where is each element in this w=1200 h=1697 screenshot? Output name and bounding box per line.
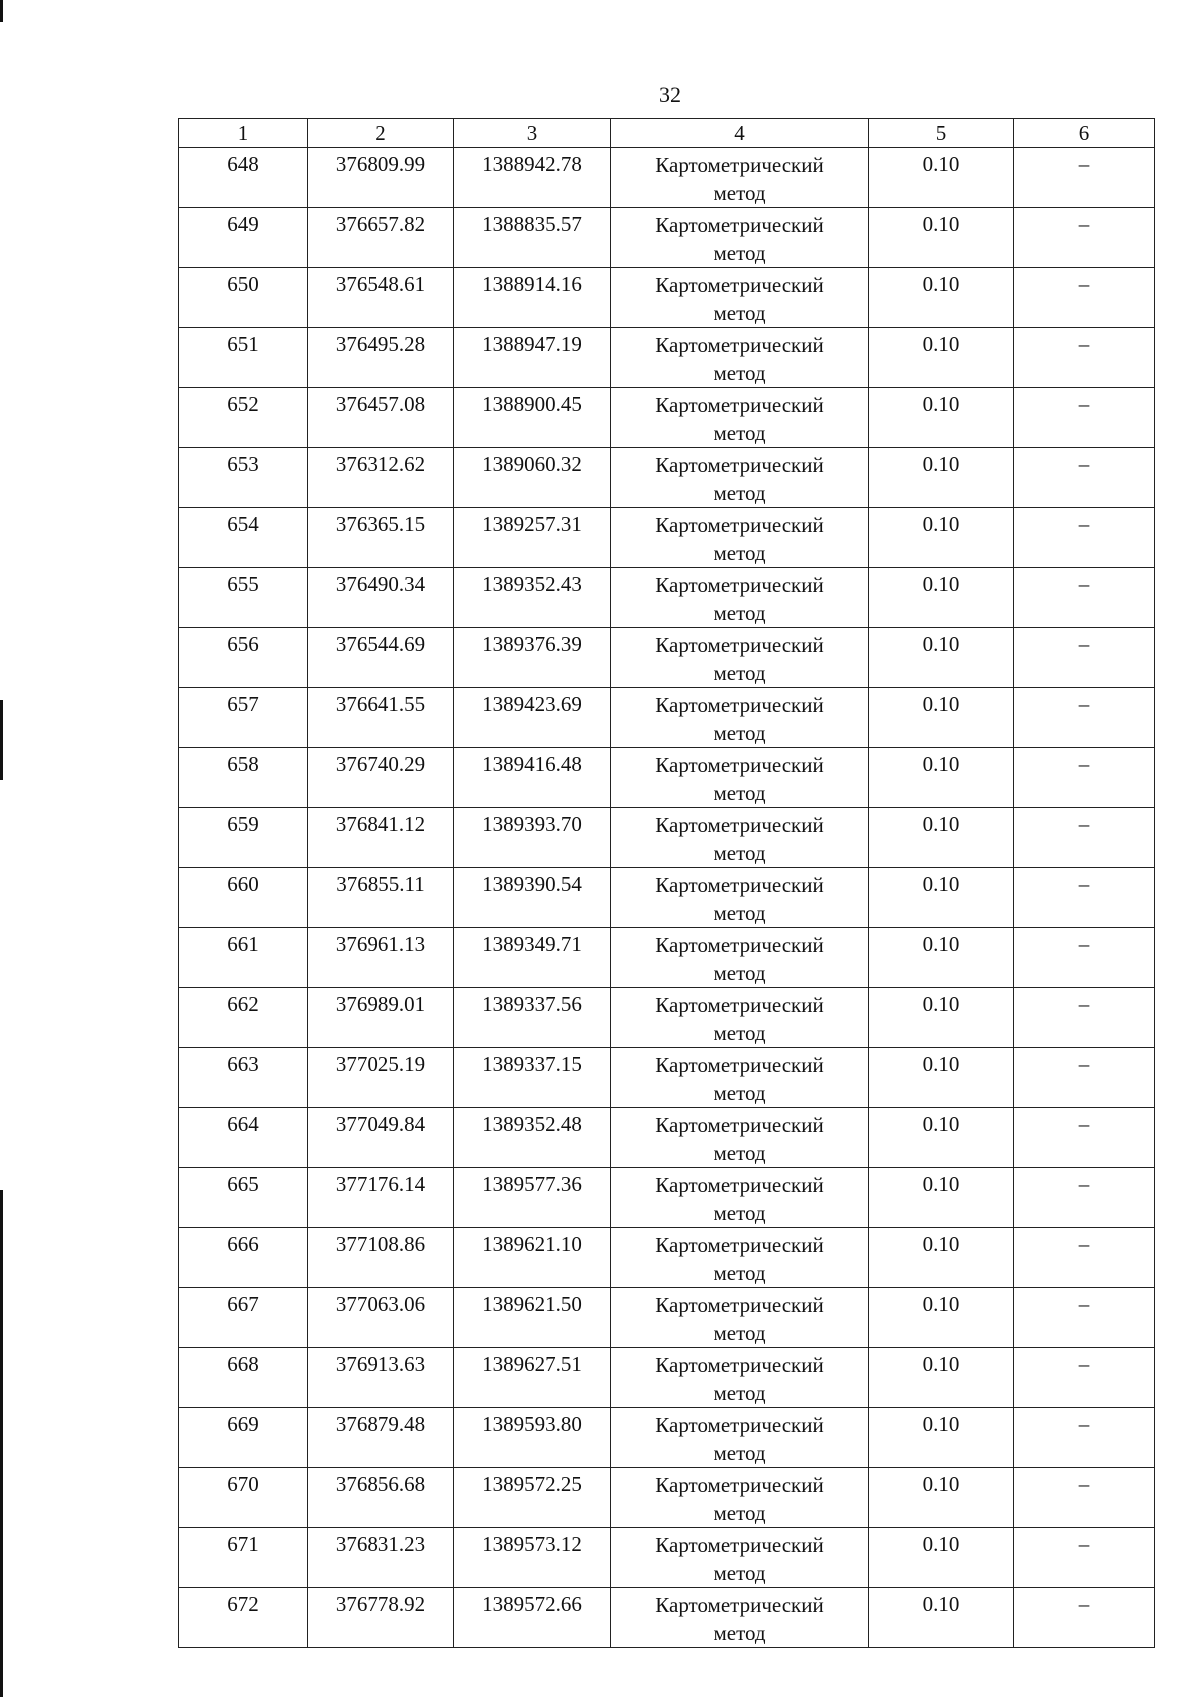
table-row [179,1168,1155,1228]
method-line-1: Картометрический [655,1533,824,1557]
point-number-cell: 671 [179,1528,308,1588]
method-line-1: Картометрический [655,573,824,597]
accuracy-cell: 0.10 [869,1228,1014,1288]
point-number-cell: 664 [179,1108,308,1168]
note-cell: – [1014,328,1155,388]
table-row [179,1288,1155,1348]
y-coordinate-cell: 1389577.36 [454,1168,611,1228]
table-row [179,1228,1155,1288]
method-line-2: метод [713,1141,766,1165]
table-row [179,448,1155,508]
x-coordinate-cell: 377108.86 [308,1228,454,1288]
method-line-1: Картометрический [655,1413,824,1437]
x-coordinate-cell: 376879.48 [308,1408,454,1468]
accuracy-cell: 0.10 [869,1288,1014,1348]
table-row [179,148,1155,208]
point-number-cell: 650 [179,268,308,328]
scan-margin-mark [0,700,3,780]
method-cell [611,1348,869,1408]
method-line-2: метод [713,361,766,385]
note-cell: – [1014,1468,1155,1528]
x-coordinate-cell: 376641.55 [308,688,454,748]
point-number-cell: 656 [179,628,308,688]
scan-margin-mark [0,0,3,22]
table-row [179,868,1155,928]
y-coordinate-cell: 1389393.70 [454,808,611,868]
y-coordinate-cell: 1388947.19 [454,328,611,388]
method-cell [611,1408,869,1468]
table-row [179,808,1155,868]
method-line-2: метод [713,1381,766,1405]
x-coordinate-cell: 376312.62 [308,448,454,508]
method-cell [611,508,869,568]
note-cell: – [1014,208,1155,268]
point-number-cell: 661 [179,928,308,988]
column-header: 2 [308,119,454,148]
point-number-cell: 662 [179,988,308,1048]
column-header: 3 [454,119,611,148]
note-cell: – [1014,1348,1155,1408]
method-line-2: метод [713,241,766,265]
x-coordinate-cell: 376457.08 [308,388,454,448]
y-coordinate-cell: 1389352.48 [454,1108,611,1168]
table-row [179,628,1155,688]
method-cell [611,568,869,628]
note-cell: – [1014,1588,1155,1648]
method-cell [611,1048,869,1108]
point-number-cell: 672 [179,1588,308,1648]
table-row [179,508,1155,568]
point-number-cell: 655 [179,568,308,628]
accuracy-cell: 0.10 [869,1468,1014,1528]
table-row [179,1408,1155,1468]
x-coordinate-cell: 376495.28 [308,328,454,388]
point-number-cell: 649 [179,208,308,268]
method-line-2: метод [713,1441,766,1465]
point-number-cell: 663 [179,1048,308,1108]
coordinates-table [178,118,1155,1648]
method-line-2: метод [713,841,766,865]
method-line-2: метод [713,1621,766,1645]
table-row [179,1348,1155,1408]
accuracy-cell: 0.10 [869,508,1014,568]
column-header: 4 [611,119,869,148]
x-coordinate-cell: 376841.12 [308,808,454,868]
method-cell [611,988,869,1048]
accuracy-cell: 0.10 [869,568,1014,628]
table-body [179,148,1155,1648]
method-cell [611,928,869,988]
method-line-2: метод [713,781,766,805]
x-coordinate-cell: 376809.99 [308,148,454,208]
accuracy-cell: 0.10 [869,628,1014,688]
method-line-1: Картометрический [655,1173,824,1197]
note-cell: – [1014,628,1155,688]
y-coordinate-cell: 1389257.31 [454,508,611,568]
point-number-cell: 651 [179,328,308,388]
point-number-cell: 653 [179,448,308,508]
y-coordinate-cell: 1389627.51 [454,1348,611,1408]
note-cell: – [1014,388,1155,448]
note-cell: – [1014,148,1155,208]
method-line-1: Картометрический [655,933,824,957]
method-cell [611,148,869,208]
point-number-cell: 667 [179,1288,308,1348]
method-cell [611,1528,869,1588]
point-number-cell: 660 [179,868,308,928]
method-line-2: метод [713,1081,766,1105]
note-cell: – [1014,868,1155,928]
method-cell [611,328,869,388]
accuracy-cell: 0.10 [869,1108,1014,1168]
accuracy-cell: 0.10 [869,688,1014,748]
table-row [179,1588,1155,1648]
x-coordinate-cell: 376740.29 [308,748,454,808]
accuracy-cell: 0.10 [869,1348,1014,1408]
accuracy-cell: 0.10 [869,748,1014,808]
method-line-2: метод [713,1201,766,1225]
y-coordinate-cell: 1389572.25 [454,1468,611,1528]
x-coordinate-cell: 377176.14 [308,1168,454,1228]
method-line-1: Картометрический [655,693,824,717]
method-line-1: Картометрический [655,273,824,297]
accuracy-cell: 0.10 [869,988,1014,1048]
method-line-1: Картометрический [655,1233,824,1257]
note-cell: – [1014,688,1155,748]
accuracy-cell: 0.10 [869,1528,1014,1588]
y-coordinate-cell: 1389352.43 [454,568,611,628]
note-cell: – [1014,808,1155,868]
accuracy-cell: 0.10 [869,1048,1014,1108]
x-coordinate-cell: 377025.19 [308,1048,454,1108]
table-row [179,1108,1155,1168]
note-cell: – [1014,1288,1155,1348]
note-cell: – [1014,1168,1155,1228]
method-cell [611,388,869,448]
method-line-2: метод [713,961,766,985]
y-coordinate-cell: 1388900.45 [454,388,611,448]
point-number-cell: 648 [179,148,308,208]
x-coordinate-cell: 376544.69 [308,628,454,688]
method-line-2: метод [713,481,766,505]
method-line-2: метод [713,301,766,325]
y-coordinate-cell: 1389572.66 [454,1588,611,1648]
note-cell: – [1014,1408,1155,1468]
y-coordinate-cell: 1389337.56 [454,988,611,1048]
method-cell [611,1288,869,1348]
point-number-cell: 670 [179,1468,308,1528]
method-line-2: метод [713,1021,766,1045]
x-coordinate-cell: 377049.84 [308,1108,454,1168]
method-line-2: метод [713,1501,766,1525]
x-coordinate-cell: 376657.82 [308,208,454,268]
table-row [179,748,1155,808]
note-cell: – [1014,748,1155,808]
method-line-1: Картометрический [655,813,824,837]
note-cell: – [1014,508,1155,568]
y-coordinate-cell: 1389423.69 [454,688,611,748]
method-cell [611,688,869,748]
method-line-1: Картометрический [655,393,824,417]
method-cell [611,268,869,328]
y-coordinate-cell: 1389573.12 [454,1528,611,1588]
table-row [179,1468,1155,1528]
accuracy-cell: 0.10 [869,928,1014,988]
method-line-2: метод [713,1261,766,1285]
x-coordinate-cell: 377063.06 [308,1288,454,1348]
method-cell [611,748,869,808]
x-coordinate-cell: 376831.23 [308,1528,454,1588]
x-coordinate-cell: 376856.68 [308,1468,454,1528]
method-line-2: метод [713,181,766,205]
accuracy-cell: 0.10 [869,1408,1014,1468]
method-line-2: метод [713,421,766,445]
method-cell [611,808,869,868]
point-number-cell: 665 [179,1168,308,1228]
method-line-2: метод [713,721,766,745]
method-line-2: метод [713,601,766,625]
note-cell: – [1014,1528,1155,1588]
y-coordinate-cell: 1389060.32 [454,448,611,508]
method-cell [611,628,869,688]
method-line-1: Картометрический [655,333,824,357]
method-cell [611,208,869,268]
method-cell [611,1168,869,1228]
column-header: 6 [1014,119,1155,148]
x-coordinate-cell: 376855.11 [308,868,454,928]
x-coordinate-cell: 376913.63 [308,1348,454,1408]
point-number-cell: 658 [179,748,308,808]
note-cell: – [1014,448,1155,508]
accuracy-cell: 0.10 [869,388,1014,448]
point-number-cell: 669 [179,1408,308,1468]
note-cell: – [1014,1228,1155,1288]
point-number-cell: 657 [179,688,308,748]
point-number-cell: 668 [179,1348,308,1408]
accuracy-cell: 0.10 [869,148,1014,208]
scan-margin-mark [0,1190,3,1697]
method-cell [611,868,869,928]
y-coordinate-cell: 1389621.10 [454,1228,611,1288]
method-line-1: Картометрический [655,1293,824,1317]
y-coordinate-cell: 1389349.71 [454,928,611,988]
note-cell: – [1014,1108,1155,1168]
method-line-1: Картометрический [655,1353,824,1377]
method-line-1: Картометрический [655,213,824,237]
accuracy-cell: 0.10 [869,1168,1014,1228]
y-coordinate-cell: 1389593.80 [454,1408,611,1468]
table-row [179,268,1155,328]
x-coordinate-cell: 376490.34 [308,568,454,628]
x-coordinate-cell: 376989.01 [308,988,454,1048]
accuracy-cell: 0.10 [869,808,1014,868]
accuracy-cell: 0.10 [869,868,1014,928]
y-coordinate-cell: 1389337.15 [454,1048,611,1108]
table-row [179,988,1155,1048]
method-line-2: метод [713,661,766,685]
method-line-1: Картометрический [655,153,824,177]
point-number-cell: 652 [179,388,308,448]
page-number: 32 [659,82,681,107]
y-coordinate-cell: 1388942.78 [454,148,611,208]
note-cell: – [1014,988,1155,1048]
method-line-1: Картометрический [655,1593,824,1617]
x-coordinate-cell: 376548.61 [308,268,454,328]
note-cell: – [1014,268,1155,328]
method-cell [611,448,869,508]
method-line-2: метод [713,1321,766,1345]
note-cell: – [1014,928,1155,988]
table-row [179,208,1155,268]
column-header: 5 [869,119,1014,148]
y-coordinate-cell: 1389376.39 [454,628,611,688]
method-line-2: метод [713,1561,766,1585]
table-row [179,388,1155,448]
accuracy-cell: 0.10 [869,1588,1014,1648]
y-coordinate-cell: 1389390.54 [454,868,611,928]
accuracy-cell: 0.10 [869,268,1014,328]
method-line-1: Картометрический [655,1473,824,1497]
accuracy-cell: 0.10 [869,448,1014,508]
y-coordinate-cell: 1388914.16 [454,268,611,328]
table-row [179,1528,1155,1588]
note-cell: – [1014,1048,1155,1108]
point-number-cell: 666 [179,1228,308,1288]
method-line-1: Картометрический [655,633,824,657]
method-cell [611,1108,869,1168]
y-coordinate-cell: 1388835.57 [454,208,611,268]
method-line-1: Картометрический [655,873,824,897]
method-cell [611,1588,869,1648]
method-cell [611,1228,869,1288]
method-line-1: Картометрический [655,993,824,1017]
accuracy-cell: 0.10 [869,328,1014,388]
table-row [179,568,1155,628]
method-line-1: Картометрический [655,1053,824,1077]
method-line-1: Картометрический [655,453,824,477]
table-header-row [179,119,1155,148]
table-row [179,688,1155,748]
method-line-1: Картометрический [655,1113,824,1137]
table-row [179,928,1155,988]
x-coordinate-cell: 376778.92 [308,1588,454,1648]
column-header: 1 [179,119,308,148]
point-number-cell: 654 [179,508,308,568]
point-number-cell: 659 [179,808,308,868]
y-coordinate-cell: 1389621.50 [454,1288,611,1348]
method-cell [611,1468,869,1528]
method-line-1: Картометрический [655,513,824,537]
y-coordinate-cell: 1389416.48 [454,748,611,808]
accuracy-cell: 0.10 [869,208,1014,268]
note-cell: – [1014,568,1155,628]
table-row [179,328,1155,388]
method-line-2: метод [713,541,766,565]
method-line-2: метод [713,901,766,925]
method-line-1: Картометрический [655,753,824,777]
x-coordinate-cell: 376365.15 [308,508,454,568]
table-row [179,1048,1155,1108]
x-coordinate-cell: 376961.13 [308,928,454,988]
